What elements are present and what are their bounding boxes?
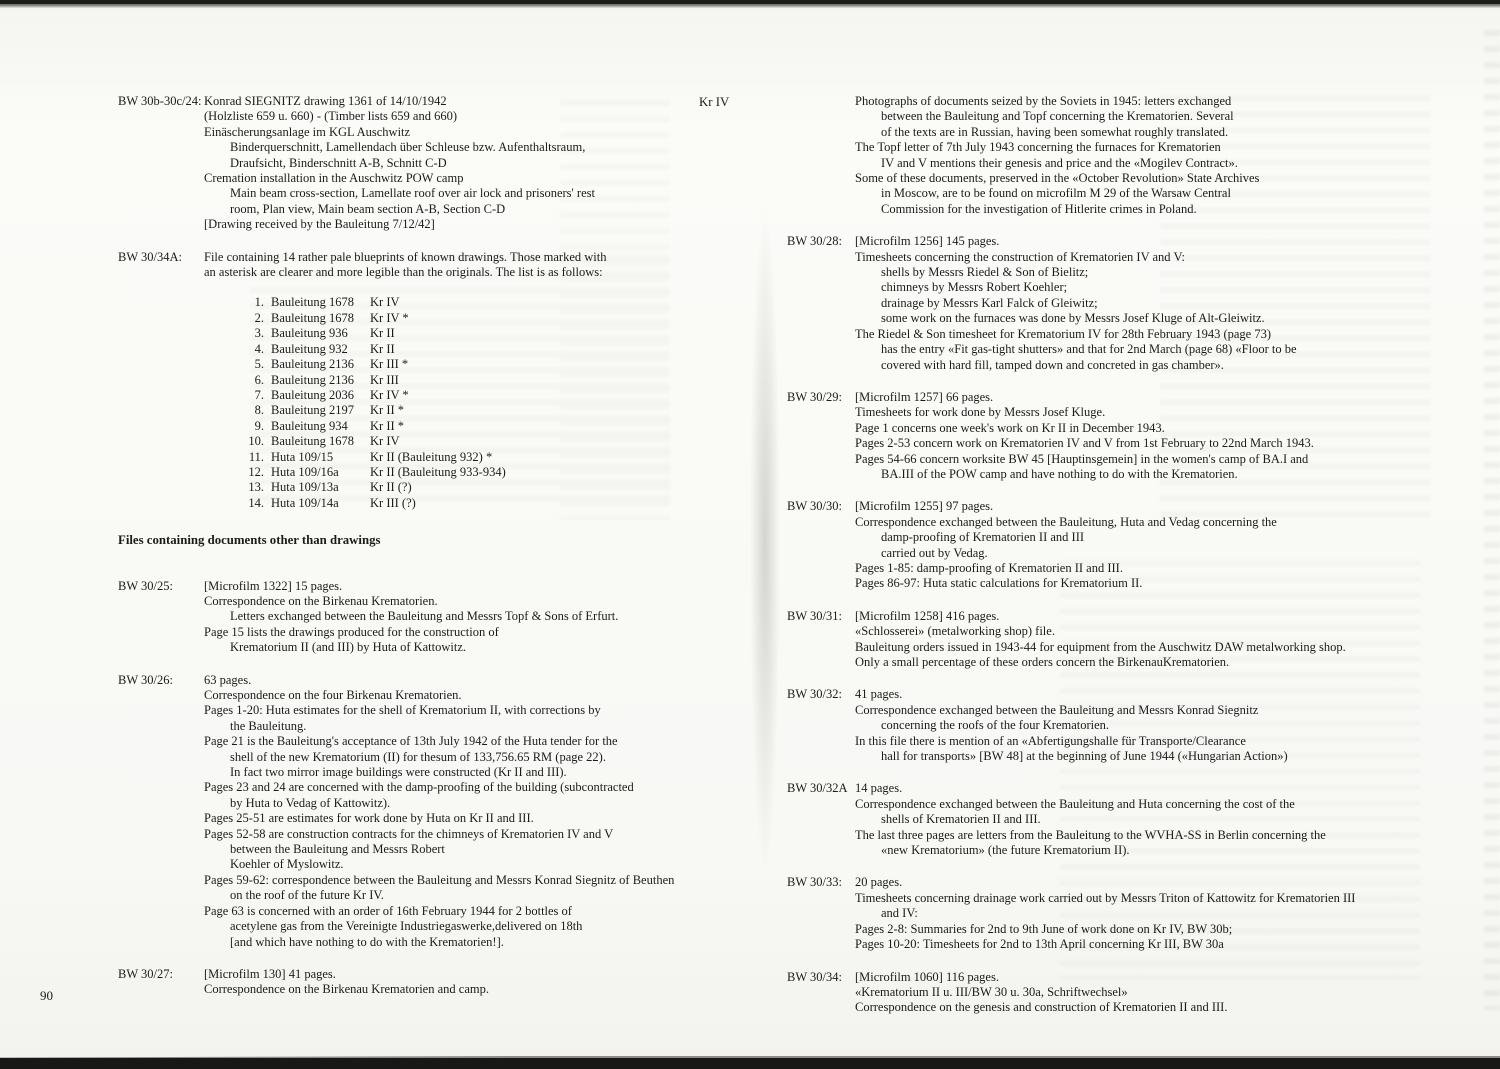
- entry-description: [204, 250, 684, 512]
- drawing-row: [240, 480, 684, 495]
- entry-line: Commission for the investigation of Hitlerite crimes in Poland.: [881, 201, 1197, 216]
- drawing-row: [240, 403, 684, 418]
- scan-edge-top: [0, 0, 1500, 8]
- entry-line: File containing 14 rather pale blueprints of known drawings. Those marked with: [204, 249, 607, 264]
- drawing-name: Huta 109/16a: [271, 464, 339, 479]
- entry-line: the Bauleitung.: [230, 718, 307, 733]
- entry-line: Timesheets for work done by Messrs Josef Kluge.: [855, 405, 1106, 420]
- catalog-entry: [118, 250, 684, 512]
- drawing-number: 11.: [248, 449, 264, 464]
- catalog-entry: [118, 94, 684, 233]
- entry-line: Correspondence on the genesis and construction of Krematorien II and III.: [855, 1000, 1228, 1015]
- entry-line: covered with hard fill, tamped down and concreted in gas chamber».: [881, 357, 1224, 372]
- drawing-name: Bauleitung 2136: [271, 372, 354, 387]
- entry-line: Binderquerschnitt, Lamellendach über Schleuse bzw. Aufenthaltsraum,: [230, 140, 586, 155]
- entry-line: shell of the new Krematorium (II) for thesum of 133,756.65 RM (page 22).: [230, 749, 606, 764]
- entry-reference-label: [787, 94, 855, 217]
- entry-reference-label: BW 30/25:: [118, 578, 173, 593]
- entry-line: 14 pages.: [855, 781, 903, 796]
- drawing-number: 12.: [248, 464, 264, 479]
- drawing-row: [240, 450, 684, 465]
- entry-description: [855, 390, 1415, 482]
- entry-line: Konrad SIEGNITZ drawing 1361 of 14/10/1942: [204, 94, 447, 108]
- drawing-name: Bauleitung 2136: [271, 357, 354, 372]
- entry-line: damp-proofing of Krematorien II and III: [881, 530, 1085, 545]
- entry-line: by Huta to Vedag of Kattowitz).: [230, 795, 391, 810]
- entry-line: The last three pages are letters from the Bauleitung to the WVHA-SS in Berlin concerning the: [855, 827, 1326, 842]
- entry-description: [855, 609, 1415, 671]
- section-heading: Files containing documents other than drawings: [118, 533, 381, 548]
- drawing-row: [240, 342, 684, 357]
- entry-line: Pages 2-53 concern work on Krematorien IV and V from 1st February to 22nd March 1943.: [855, 436, 1314, 451]
- entry-line: [Microfilm 1322] 15 pages.: [204, 578, 343, 593]
- entry-line: hall for transports» [BW 48] at the beginning of June 1944 («Hungarian Action»): [881, 749, 1288, 764]
- page-edge-texture: [1484, 30, 1500, 1010]
- entry-line: Pages 23 and 24 are concerned with the damp-proofing of the building (subcontracted: [204, 780, 634, 795]
- drawing-name: Bauleitung 2197: [271, 403, 354, 418]
- drawing-number: 7.: [254, 387, 264, 402]
- entry-line: Correspondence on the Birkenau Krematorien and camp.: [204, 982, 489, 997]
- drawing-krematorium: Kr II *: [370, 403, 405, 418]
- drawing-name: Huta 109/15: [271, 449, 334, 464]
- entry-description: [855, 970, 1415, 1016]
- entry-line: Krematorium II (and III) by Huta of Kattowitz.: [230, 640, 467, 655]
- drawing-name: Bauleitung 1678: [271, 434, 354, 449]
- entry-reference-label: BW 30/30:: [787, 499, 842, 514]
- entry-reference-label: BW 30/26:: [118, 672, 173, 687]
- drawing-name: Huta 109/13a: [271, 480, 339, 495]
- entry-line: shells of Krematorien II and III.: [881, 812, 1041, 827]
- entry-line: [and which have nothing to do with the Krematorien!].: [230, 934, 504, 949]
- entry-line: Pages 10-20: Timesheets for 2nd to 13th April concerning Kr III, BW 30a: [855, 937, 1224, 952]
- entry-description: [855, 781, 1415, 858]
- entry-line: (Holzliste 659 u. 660) - (Timber lists 659 and 660): [204, 109, 457, 124]
- entry-line: Letters exchanged between the Bauleitung and Messrs Topf & Sons of Erfurt.: [230, 609, 619, 624]
- catalog-entry: [787, 609, 1415, 671]
- drawing-number: 8.: [254, 403, 264, 418]
- drawing-number: 14.: [248, 495, 264, 510]
- catalog-entry: [787, 234, 1415, 373]
- drawing-name: Bauleitung 934: [271, 418, 348, 433]
- entry-line: Correspondence exchanged between the Bauleitung, Huta and Vedag concerning the: [855, 514, 1277, 529]
- right-page-column: [787, 94, 1415, 1033]
- entry-reference-label: BW 30/28:: [787, 234, 842, 249]
- entry-line: [Microfilm 1256] 145 pages.: [855, 234, 1000, 249]
- entry-line: Photographs of documents seized by the Soviets in 1945: letters exchanged: [855, 94, 1232, 108]
- catalog-entry: [787, 781, 1415, 858]
- catalog-entry: [787, 390, 1415, 482]
- entry-description: [204, 673, 684, 950]
- drawing-number: 13.: [248, 480, 264, 495]
- entry-line: IV and V mentions their genesis and price and the «Mogilev Contract».: [881, 155, 1238, 170]
- entry-line: BA.III of the POW camp and have nothing to do with the Krematorien.: [881, 466, 1238, 481]
- entry-reference-label: BW 30/31:: [787, 608, 842, 623]
- drawing-row: [240, 311, 684, 326]
- entry-line: between the Bauleitung and Topf concerning the Krematorien. Several: [881, 109, 1234, 124]
- drawing-krematorium: Kr IV: [370, 295, 400, 310]
- entry-description: [855, 234, 1415, 373]
- drawing-number: 9.: [254, 418, 264, 433]
- entry-reference-label: BW 30/33:: [787, 875, 842, 890]
- drawing-krematorium: Kr II (?): [370, 480, 412, 495]
- drawing-row: [240, 326, 684, 341]
- entry-reference-label: BW 30/34A:: [118, 249, 183, 264]
- drawing-number: 5.: [254, 357, 264, 372]
- entry-line: Main beam cross-section, Lamellate roof over air lock and prisoners' rest: [230, 186, 595, 201]
- entry-line: on the roof of the future Kr IV.: [230, 888, 384, 903]
- entry-line: Page 21 is the Bauleitung's acceptance of 13th July 1942 of the Huta tender for the: [204, 734, 618, 749]
- drawing-number: 6.: [254, 372, 264, 387]
- entry-line: has the entry «Fit gas-tight shutters» and that for 2nd March (page 68) «Floor to be: [881, 342, 1297, 357]
- entry-line: Correspondence exchanged between the Bauleitung and Huta concerning the cost of the: [855, 796, 1295, 811]
- entry-description: [855, 875, 1415, 952]
- entry-line: 63 pages.: [204, 672, 252, 687]
- entry-line: carried out by Vedag.: [881, 545, 988, 560]
- entry-line: Only a small percentage of these orders concern the BirkenauKrematorien.: [855, 655, 1230, 669]
- entry-line: 20 pages.: [855, 875, 903, 890]
- drawing-krematorium: Kr III *: [370, 357, 409, 372]
- entry-line: [Microfilm 130] 41 pages.: [204, 966, 336, 981]
- entry-line: «Schlosserei» (metalworking shop) file.: [855, 624, 1055, 639]
- entry-line: [Drawing received by the Bauleitung 7/12/42]: [204, 217, 435, 232]
- entry-line: In this file there is mention of an «Abfertigungshalle für Transporte/Clearance: [855, 733, 1246, 748]
- catalog-entry: [787, 499, 1415, 591]
- drawing-krematorium: Kr II (Bauleitung 933-934): [370, 464, 506, 479]
- entry-line: Page 15 lists the drawings produced for the construction of: [204, 624, 499, 639]
- catalog-entry: [787, 94, 1415, 217]
- drawing-row: [240, 295, 684, 310]
- drawing-name: Bauleitung 1678: [271, 310, 354, 325]
- entry-description: [204, 579, 684, 656]
- entry-line: [Microfilm 1257] 66 pages.: [855, 389, 994, 404]
- drawing-number: 1.: [254, 295, 264, 310]
- entry-line: some work on the furnaces was done by Messrs Josef Kluge of Alt-Gleiwitz.: [881, 311, 1265, 326]
- entry-line: Pages 1-85: damp-proofing of Krematorien II and III.: [855, 560, 1123, 575]
- entry-line: Some of these documents, preserved in the «October Revolution» State Archives: [855, 171, 1260, 186]
- entry-description: [855, 499, 1415, 591]
- drawing-list: [240, 295, 684, 511]
- catalog-entry: [787, 687, 1415, 764]
- catalog-entry: [787, 970, 1415, 1016]
- kr-side-note: Kr IV: [699, 95, 730, 109]
- entry-line: concerning the roofs of the four Krematorien.: [881, 718, 1110, 733]
- entry-line: [Microfilm 1258] 416 pages.: [855, 608, 1000, 623]
- drawing-row: [240, 419, 684, 434]
- entry-line: Timesheets concerning drainage work carried out by Messrs Triton of Kattowitz for Krematorien III: [855, 890, 1356, 905]
- drawing-number: 4.: [254, 341, 264, 356]
- drawing-row: [240, 373, 684, 388]
- entry-line: Pages 25-51 are estimates for work done by Huta on Kr II and III.: [204, 811, 534, 826]
- entry-description: [855, 94, 1415, 217]
- entry-reference-label: BW 30/29:: [787, 389, 842, 404]
- entry-line: in Moscow, are to be found on microfilm M 29 of the Warsaw Central: [881, 186, 1231, 201]
- drawing-krematorium: Kr IV *: [370, 310, 409, 325]
- drawing-krematorium: Kr II *: [370, 418, 405, 433]
- entry-reference-label: BW 30/27:: [118, 966, 173, 981]
- drawing-row: [240, 496, 684, 511]
- entry-line: room, Plan view, Main beam section A-B, Section C-D: [230, 201, 506, 216]
- entry-description: [855, 687, 1415, 764]
- catalog-entry: [118, 579, 684, 656]
- entry-description: [204, 94, 684, 233]
- drawing-krematorium: Kr III (?): [370, 495, 416, 510]
- entry-reference-label: BW 30b-30c/24:: [118, 94, 202, 108]
- drawing-row: [240, 388, 684, 403]
- left-page-column: [118, 94, 684, 1015]
- drawing-name: Bauleitung 932: [271, 341, 348, 356]
- entry-line: The Riedel & Son timesheet for Krematorium IV for 28th February 1943 (page 73): [855, 326, 1271, 341]
- entry-line: Pages 59-62: correspondence between the Bauleitung and Messrs Konrad Siegnitz of Beuthen: [204, 872, 675, 887]
- drawing-krematorium: Kr II (Bauleitung 932) *: [370, 449, 493, 464]
- entry-reference-label: BW 30/32:: [787, 687, 842, 702]
- entry-line: Pages 2-8: Summaries for 2nd to 9th June of work done on Kr IV, BW 30b;: [855, 921, 1233, 936]
- entry-reference-label: BW 30/32A: [787, 781, 848, 796]
- page-gutter-shadow: [744, 78, 786, 1003]
- entry-line: «Krematorium II u. III/BW 30 u. 30a, Schriftwechsel»: [855, 984, 1128, 999]
- entry-line: Timesheets concerning the construction of Krematorien IV and V:: [855, 249, 1186, 264]
- drawing-row: [240, 465, 684, 480]
- drawing-krematorium: Kr IV: [370, 434, 400, 449]
- entry-line: Pages 86-97: Huta static calculations for Krematorium II.: [855, 576, 1143, 591]
- drawing-number: 10.: [248, 434, 264, 449]
- entry-line: an asterisk are clearer and more legible than the originals. The list is as follows:: [204, 265, 603, 280]
- page-number: 90: [40, 988, 53, 1003]
- drawing-krematorium: Kr III: [370, 372, 399, 387]
- drawing-name: Bauleitung 2036: [271, 387, 354, 402]
- entry-line: drainage by Messrs Karl Falck of Gleiwitz;: [881, 295, 1098, 310]
- catalog-entry: [118, 673, 684, 950]
- entry-line: Cremation installation in the Auschwitz POW camp: [204, 171, 464, 186]
- drawing-row: [240, 434, 684, 449]
- entry-line: Correspondence on the Birkenau Krematorien.: [204, 593, 438, 608]
- entry-line: Pages 1-20: Huta estimates for the shell of Krematorium II, with corrections by: [204, 703, 601, 718]
- drawing-number: 2.: [254, 310, 264, 325]
- drawing-row: [240, 357, 684, 372]
- drawing-name: Bauleitung 1678: [271, 295, 354, 310]
- drawing-name: Huta 109/14a: [271, 495, 339, 510]
- catalog-entry: [787, 875, 1415, 952]
- entry-line: acetylene gas from the Vereinigte Industriegaswerke,delivered on 18th: [230, 919, 583, 934]
- entry-description: [204, 967, 684, 998]
- entry-line: [Microfilm 1060] 116 pages.: [855, 969, 999, 984]
- drawing-name: Bauleitung 936: [271, 326, 348, 341]
- entry-line: 41 pages.: [855, 687, 903, 702]
- entry-line: Bauleitung orders issued in 1943-44 for equipment from the Auschwitz DAW metalworking shop.: [855, 639, 1346, 654]
- catalog-entry: [118, 967, 684, 998]
- entry-line: Einäscherungsanlage im KGL Auschwitz: [204, 124, 411, 139]
- entry-line: shells by Messrs Riedel & Son of Bielitz;: [881, 265, 1089, 280]
- entry-line: between the Bauleitung and Messrs Robert: [230, 842, 445, 857]
- entry-line: Page 1 concerns one week's work on Kr II in December 1943.: [855, 420, 1165, 435]
- drawing-krematorium: Kr II: [370, 326, 395, 341]
- entry-line: Correspondence on the four Birkenau Krematorien.: [204, 688, 462, 702]
- drawing-krematorium: Kr IV *: [370, 387, 409, 402]
- scan-edge-bottom: [0, 1053, 1500, 1069]
- drawing-number: 3.: [254, 326, 264, 341]
- entry-line: and IV:: [881, 906, 918, 921]
- entry-line: Page 63 is concerned with an order of 16th February 1944 for 2 bottles of: [204, 903, 572, 918]
- entry-line: Pages 52-58 are construction contracts for the chimneys of Krematorien IV and V: [204, 826, 614, 841]
- entry-line: [Microfilm 1255] 97 pages.: [855, 499, 994, 514]
- entry-line: In fact two mirror image buildings were constructed (Kr II and III).: [230, 765, 567, 780]
- entry-line: Koehler of Myslowitz.: [230, 857, 344, 872]
- entry-line: chimneys by Messrs Robert Koehler;: [881, 280, 1068, 295]
- entry-reference-label: BW 30/34:: [787, 969, 842, 984]
- entry-line: of the texts are in Russian, having been somewhat roughly translated.: [881, 124, 1229, 139]
- entry-line: Draufsicht, Binderschnitt A-B, Schnitt C-D: [230, 155, 447, 170]
- entry-line: Correspondence exchanged between the Bauleitung and Messrs Konrad Siegnitz: [855, 702, 1259, 717]
- drawing-krematorium: Kr II: [370, 341, 395, 356]
- entry-line: Pages 54-66 concern worksite BW 45 [Hauptinsgemein] in the women's camp of BA.I and: [855, 451, 1309, 466]
- entry-line: «new Krematorium» (the future Krematorium II).: [881, 843, 1130, 858]
- entry-line: The Topf letter of 7th July 1943 concerning the furnaces for Krematorien: [855, 140, 1221, 155]
